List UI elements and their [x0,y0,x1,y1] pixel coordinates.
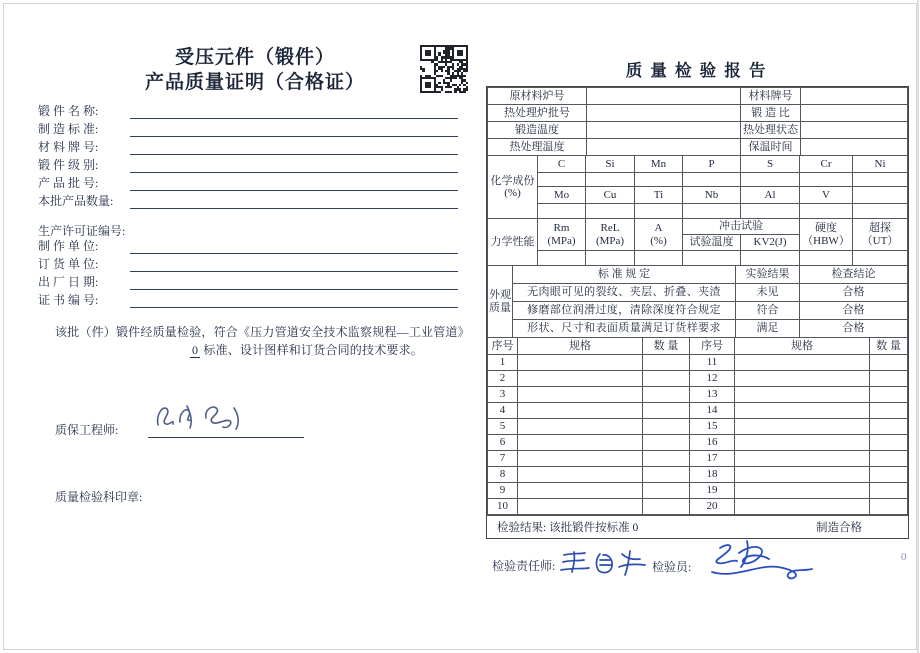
heat-treatment-batch-value [587,105,741,122]
element-symbol: Cu [586,187,635,204]
appearance-spec: 修磨部位润滑过度，清除深度符合规定 [513,302,736,320]
impact-test-header: 冲击试验 [683,219,800,235]
manufacture-standard-field [38,121,458,137]
material-grade-value [801,88,908,105]
table-row [488,187,908,204]
serial-row: 6 16 [488,435,908,451]
rel-header: ReL (MPa) [586,219,635,251]
field-label: 订 货 单 位: [38,257,99,271]
heat-treatment-temp-label: 热处理温度 [488,139,587,156]
qty-header: 数 量 [870,338,908,355]
kv2-header: KV2(J) [741,235,800,251]
standard-spec-header: 标 准 规 定 [513,266,736,284]
inspector-signature [700,534,818,586]
field-label: 制 造 标 准: [38,122,99,136]
table-row [488,251,908,266]
serial-header: 序号 [690,338,735,355]
inspection-result-row [487,515,908,538]
field-label: 产 品 批 号: [38,176,99,190]
appearance-conclusion: 合格 [800,320,908,338]
serial-row: 7 17 [488,451,908,467]
element-symbol: P [683,156,741,173]
delivery-date-field [38,274,458,290]
forging-class-field [38,157,458,173]
appearance-spec: 无肉眼可见的裂纹、夹层、折叠、夹渣 [513,284,736,302]
heat-treatment-batch-label: 热处理炉批号 [488,105,587,122]
element-symbol: Ti [635,187,683,204]
table-row [488,338,908,355]
element-symbol: Nb [683,187,741,204]
raw-material-heat-no-value [587,88,741,105]
serial-row: 2 12 [488,371,908,387]
serial-row: 9 19 [488,483,908,499]
field-underline [130,158,458,173]
test-result-header: 实验结果 [736,266,800,284]
maker-unit-field [38,238,458,254]
table-row [488,156,908,173]
inspection-report-table [486,86,909,539]
table-row [488,173,908,187]
table-row [488,88,908,105]
forging-temperature-label: 锻造温度 [488,122,587,139]
forging-name-field [38,103,458,119]
serial-row: 1 11 [488,355,908,371]
field-underline [130,239,458,254]
chief-inspector-signature [556,545,650,579]
table-row [488,139,908,156]
manufacture-qualified-text: 制造合格 [816,522,862,534]
field-underline [130,194,458,209]
element-symbol: Cr [800,156,853,173]
field-label: 材 料 牌 号: [38,140,99,154]
appearance-quality-table [487,265,908,338]
certificate-title-line2: 产品质量证明（合格证） [144,72,365,93]
heat-treatment-state-value [801,122,908,139]
conformity-statement-line1: 该批（件）锻件经质量检验，符合《压力管道安全技术监察规程—工业管道》 [55,325,470,339]
field-label: 出 厂 日 期: [38,275,99,289]
serial-row: 3 13 [488,387,908,403]
ordering-unit-field [38,256,458,272]
serial-row: 4 14 [488,403,908,419]
check-conclusion-header: 检查结论 [800,266,908,284]
holding-time-label: 保温时间 [741,139,801,156]
scan-right-shadow [917,0,919,653]
table-row [488,302,908,320]
impact-temp-header: 试验温度 [683,235,741,251]
spec-header: 规格 [518,338,643,355]
product-batch-field [38,175,458,191]
conformity-statement-line2 [190,341,423,358]
forging-ratio-label: 锻 造 比 [741,105,801,122]
serial-spec-table [487,337,908,515]
appearance-quality-label: 外观质量 [488,266,513,338]
field-underline [130,176,458,191]
scan-edge-artifact: 0 [901,551,907,563]
field-label: 本批产品数量: [38,194,114,208]
table-row [488,320,908,338]
chemical-composition-label: 化学成份 (%) [488,156,538,219]
material-grade-field [38,139,458,155]
element-symbol: Al [741,187,800,204]
element-symbol [853,187,908,204]
spec-header: 规格 [735,338,870,355]
standard-number: 0 [192,343,199,357]
element-symbol: Ni [853,156,908,173]
mechanical-properties-table [487,218,908,266]
element-symbol: S [741,156,800,173]
inspection-seal-label: 质量检验科印章: [55,490,143,504]
serial-row: 10 20 [488,499,908,515]
heat-info-table [487,87,908,156]
qty-header: 数 量 [643,338,690,355]
certificate-title [70,45,440,95]
field-underline [130,257,458,272]
element-symbol: Mo [538,187,586,204]
element-symbol: C [538,156,586,173]
qr-code-icon [420,45,468,93]
element-symbol: Mn [635,156,683,173]
element-value [538,173,586,187]
table-row [488,204,908,219]
qa-engineer-label: 质保工程师: [55,423,119,437]
mech-value [538,251,586,266]
forging-temperature-value [587,122,741,139]
statement-line2-text: 标准、设计图样和订货合同的技术要求。 [203,343,424,357]
qa-engineer-signature-line [148,437,304,438]
field-label: 锻 件 名 称: [38,104,99,118]
batch-quantity-field [38,193,458,209]
appearance-conclusion: 合格 [800,302,908,320]
field-underline [130,140,458,155]
hardness-header: 硬度 （HBW） [800,219,853,251]
ut-header: 超探 （UT） [853,219,908,251]
field-label: 制 作 单 位: [38,239,99,253]
raw-material-heat-no-label: 原材料炉号 [488,88,587,105]
chemical-composition-table [487,155,908,219]
table-row [488,105,908,122]
field-underline [130,104,458,119]
table-row [488,219,908,235]
field-label: 锻 件 级 别: [38,158,99,172]
appearance-result: 满足 [736,320,800,338]
material-grade-label: 材料牌号 [741,88,801,105]
inspection-result-text: 检验结果: 该批锻件按标准 0 [497,522,639,534]
serial-row: 8 18 [488,467,908,483]
table-row [488,122,908,139]
qa-engineer-signature [150,398,282,436]
inspector-label: 检验员: [652,560,692,574]
certificate-no-field [38,292,458,308]
production-permit-label: 生产许可证编号: [38,224,126,238]
element-symbol: V [800,187,853,204]
report-title: 质 量 检 验 报 告 [625,61,768,80]
holding-time-value [801,139,908,156]
heat-treatment-state-label: 热处理状态 [741,122,801,139]
rm-header: Rm (MPa) [538,219,586,251]
serial-row: 5 15 [488,419,908,435]
table-row [488,266,908,284]
chief-inspector-label: 检验责任师: [492,559,556,573]
appearance-result: 未见 [736,284,800,302]
element-value [538,204,586,219]
certificate-title-line1: 受压元件（锻件） [174,47,335,68]
serial-header: 序号 [488,338,518,355]
appearance-spec: 形状、尺寸和表面质量满足订货样要求 [513,320,736,338]
field-underline [130,275,458,290]
forging-ratio-value [801,105,908,122]
mechanical-label: 力学性能 [488,219,538,266]
field-label: 证 书 编 号: [38,293,99,307]
appearance-result: 符合 [736,302,800,320]
table-row [488,284,908,302]
element-symbol: Si [586,156,635,173]
field-underline [130,293,458,308]
field-underline [130,122,458,137]
appearance-conclusion: 合格 [800,284,908,302]
heat-treatment-temp-value [587,139,741,156]
elongation-header: A (%) [635,219,683,251]
